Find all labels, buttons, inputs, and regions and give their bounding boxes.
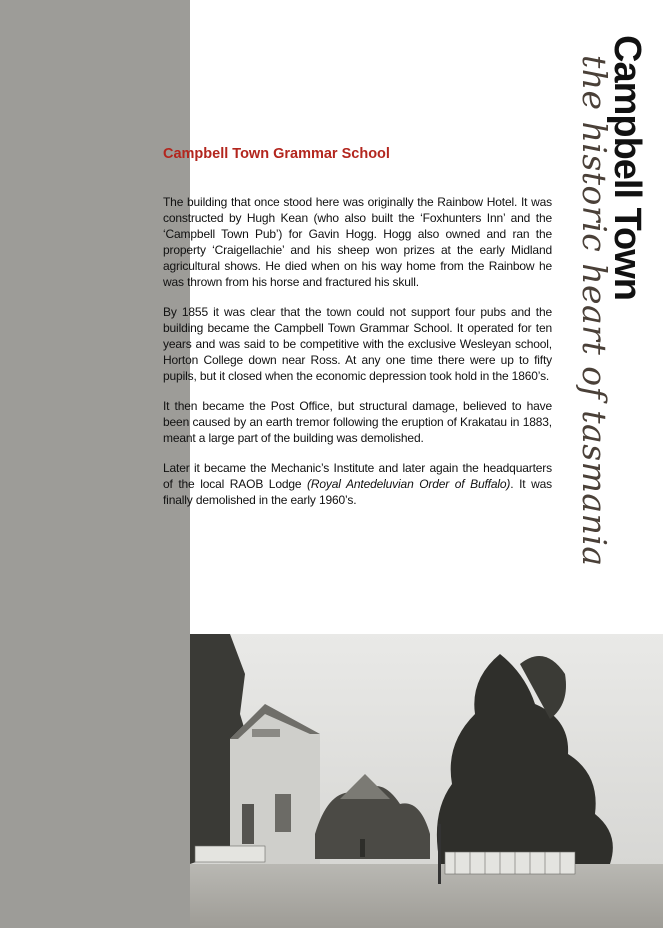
historic-photo — [190, 634, 663, 928]
paragraph-1: The building that once stood here was originally the Rainbow Hotel. It was constructed by Hugh Kean (who also built the ‘Foxhunters Inn’ and the ‘Campbell Town Pub’) for Gavin Hogg. Hogg also owned and ran the property ‘Craigellachie’ and his sheep won prizes at the early Midland agricultural shows. He died when on his way home from the Rainbow he was thrown from his horse and fractured his skull. — [163, 195, 552, 289]
paragraph-2: By 1855 it was clear that the town could not support four pubs and the building became the Campbell Town Grammar School. It operated for ten years and was said to be competitive with the exclusive Wesleyan school, Horton College down near Ross. At any one time there were up to fifty pupils, but it closed when the economic depression took hold in the 1860’s. — [163, 305, 552, 383]
paragraph-4-italic: (Royal Antedeluvian Order of Buffalo) — [307, 477, 511, 491]
paragraph-4-end: . It was finally demolished in the early 1960’s. — [163, 477, 552, 507]
paragraph-3: It then became the Post Office, but structural damage, believed to have been caused by an earth tremor following the eruption of Krakatau in 1883, meant a large part of the building was demolished. — [163, 399, 552, 445]
side-band — [0, 0, 190, 928]
section-heading: Campbell Town Grammar School — [163, 146, 390, 162]
title-subtitle: the historic heart of tasmania — [575, 55, 614, 567]
photo-illustration — [190, 634, 663, 928]
paragraph-4 — [163, 460, 552, 508]
paragraph-4-start: Later it became the Mechanic’s Institute and later again the headquarters of the local RAOB Lodge — [163, 461, 552, 491]
article-body — [163, 194, 552, 522]
title-main: Campbell Town — [606, 35, 648, 300]
